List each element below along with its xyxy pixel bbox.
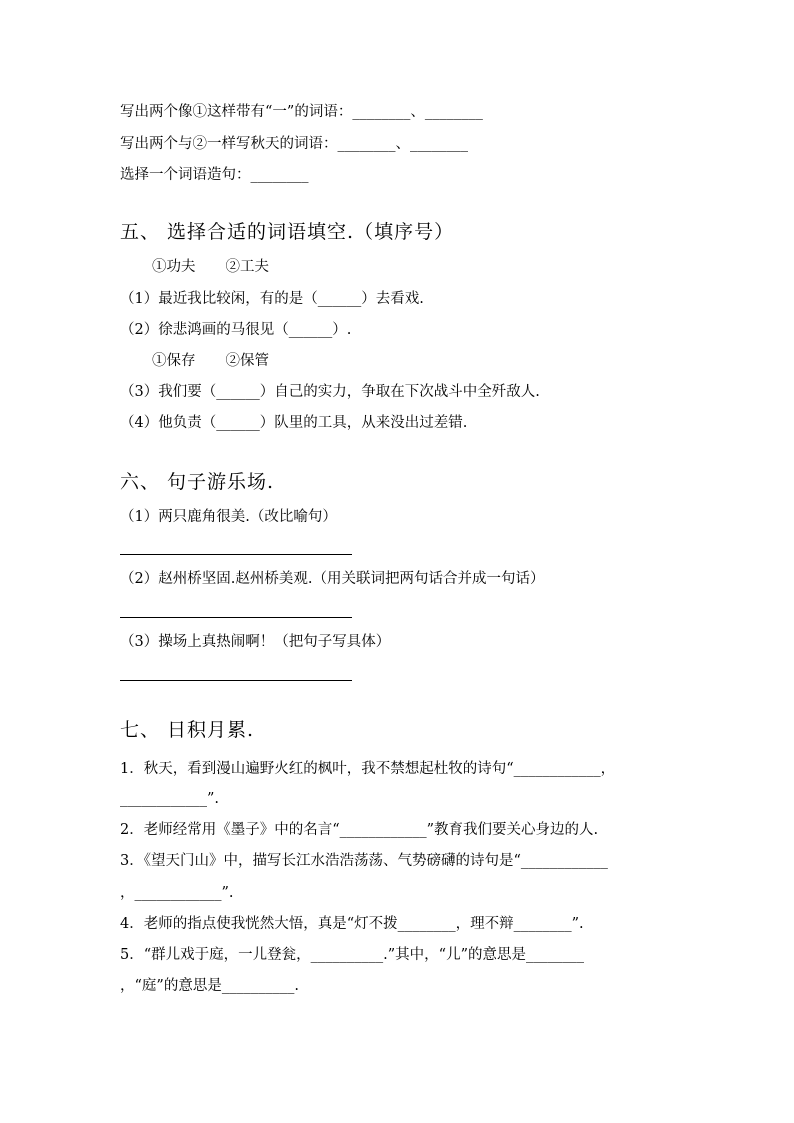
section5-options-1 xyxy=(152,257,269,277)
section4-line-3: 选择一个词语造句：________ xyxy=(120,167,309,183)
section7-question-4: 4．老师的指点使我恍然大悟，真是“灯不拨________，理不辩________”. xyxy=(120,916,584,932)
section7-question-3-line-1: 3．《望天门山》中，描写长江水浩浩荡荡、气势磅礴的诗句是“____________ xyxy=(120,853,608,869)
section5-heading: 五、 选择合适的词语填空.（填序号） xyxy=(120,221,455,243)
section7-question-5-line-1: 5．“群儿戏于庭，一儿登瓮，__________.”其中，“儿”的意思是________ xyxy=(120,947,584,963)
section7-question-1-line-2: ____________”. xyxy=(120,791,220,807)
section4-line-1: 写出两个像①这样带有“一”的词语：________、________ xyxy=(120,104,483,120)
section7-question-2: 2．老师经常用《墨子》中的名言“____________”教育我们要关心身边的人. xyxy=(120,822,599,838)
section5-question-1: （1）最近我比较闲，有的是（______）去看戏. xyxy=(120,291,424,307)
section7-heading: 七、 日积月累. xyxy=(120,719,255,741)
section5-question-2: （2）徐悲鸿画的马很见（______）. xyxy=(120,322,352,338)
section6-heading: 六、 句子游乐场. xyxy=(120,471,275,493)
answer-line-2 xyxy=(120,617,352,618)
option-baocun: ①保存 xyxy=(152,353,196,369)
section5-question-4: （4）他负责（______）队里的工具，从来没出过差错. xyxy=(120,415,468,431)
section4-line-2: 写出两个与②一样写秋天的词语：________、________ xyxy=(120,136,468,152)
section6-question-2: （2）赵州桥坚固.赵州桥美观.（用关联词把两句话合并成一句话） xyxy=(120,571,545,587)
option-baoguan: ②保管 xyxy=(225,353,269,369)
section5-question-3: （3）我们要（______）自己的实力，争取在下次战斗中全歼敌人. xyxy=(120,384,540,400)
answer-line-3 xyxy=(120,680,352,681)
section7-question-3-line-2: ，____________”. xyxy=(120,885,234,901)
section5-options-2 xyxy=(152,351,269,371)
answer-line-1 xyxy=(120,554,352,555)
section6-question-3: （3）操场上真热闹啊！（把句子写具体） xyxy=(120,634,391,650)
option-gongfu2: ②工夫 xyxy=(225,259,269,275)
option-gongfu: ①功夫 xyxy=(152,259,196,275)
section7-question-5-line-2: ，“庭”的意思是__________. xyxy=(120,978,299,994)
section6-question-1: （1）两只鹿角很美.（改比喻句） xyxy=(120,509,337,525)
section7-question-1-line-1: 1．秋天，看到漫山遍野火红的枫叶，我不禁想起杜牧的诗句“____________， xyxy=(120,761,616,777)
